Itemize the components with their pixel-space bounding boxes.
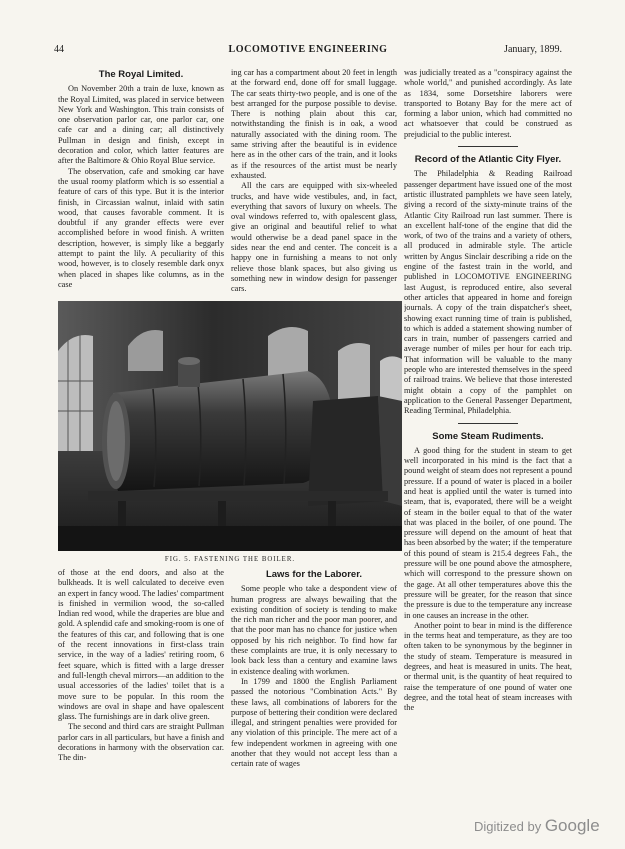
column-2-top (231, 68, 397, 298)
article-title-laws-laborer: Laws for the Laborer. (265, 569, 363, 580)
paragraph: Another point to bear in mind is the difference in the terms heat and temperature, as they are too often taken to be synonymous by the beginner in the study of steam. Temperature is measured in degrees, and heat is measured in units. The heat, or thermal unit, is the quantity of heat required to raise the temperature of one pound of water one degree, and the total heat of steam increases with the (404, 620, 572, 713)
column-2-bottom (231, 568, 397, 818)
paragraph: The second and third cars are straight Pullman parlor cars in all particulars, but have a finish and decorations in harmony with the observation car. The din- (58, 722, 224, 763)
paragraph: The observation, cafe and smoking car have the usual roomy platform which is so essential a feature of cars of this type. But it is the interior finish, in Circassian walnut, inlaid with satin wood, that causes favorable comment. It is doubtful if any grander effects were ever accomplished before in wood finish. A written description, however, is simply like a beggarly attempt to paint the lily. A peculiarity of this wood, however, is to closely resemble dark onyx when placed in shapes like columns, as in the case (58, 166, 224, 289)
journal-title: LOCOMOTIVE ENGINEERING (228, 44, 388, 55)
column-1-bottom (58, 568, 224, 818)
paragraph: was judicially treated as a "conspiracy against the whole world," and punished accordingly. As late as 1834, some Dorsetshire laborers were transported to Botany Bay for the mere act of forming a labor union, which had committed no act whatsoever that could be construed as prejudicial to the public interest. (404, 68, 572, 139)
article-title-atlantic-city: Record of the Atlantic City Flyer. (414, 154, 562, 166)
watermark-brand: Google (544, 816, 600, 835)
article-title-steam-rudiments: Some Steam Rudiments. (432, 430, 544, 442)
watermark-prefix: Digitized by (474, 819, 542, 834)
figure-caption: FIG. 5. FASTENING THE BOILER. (164, 556, 296, 563)
paragraph: Some people who take a despondent view of human progress are always bewailing that the existing condition of society is tending to make the rich man richer and the poor man poorer, and that the poor man has no chance for justice when opposed by his rich neighbor. To find how far these complaints are true, it is only necessary to look back less than a century and examine laws in existence dealing with workmen. (231, 584, 397, 676)
digitization-watermark (474, 816, 600, 836)
paragraph: The Philadelphia & Reading Railroad passenger department have issued one of the most artistic illustrated pamphlets we have seen lately, giving a record of the sixty-minute trains of the Atlantic City Railroad run last summer. There is an excellent half-tone of the engine that did the work, of two of the trains and a variety of others, all produced in admirable style. The article written by Angus Sinclair describing a ride on the engine of the fastest train in the world, and published in LOCOMOTIVE ENGINEERING last August, is reproduced entire, also several other articles that appeared in home and foreign journals. A copy of the train dispatcher's sheet, showing exact running time of train is published, to which is added a statement showing number of cars in train, number of passengers carried and average number of miles per hour for each trip. That information will be valuable to the many people who are interested themselves in the speed of railroad trains. We believe that those interested might obtain a copy of the pamphlet on application to the General Passenger Department, Reading Terminal, Philadelphia. (404, 169, 572, 416)
paragraph: All the cars are equipped with six-wheeled trucks, and have wide vestibules, and, in fact, everything that savors of luxury on wheels. The oval windows referred to, with opalescent glass, give an original and beautiful relief to what would otherwise be a dead panel space in the sides near the end and center. The conceit is a happy one in furnishing a means to not only relieve those blank spaces, but also giving us something new in window design for passenger cars. (231, 181, 397, 294)
section-divider (458, 423, 518, 424)
page-number: 44 (54, 44, 64, 55)
article-title-royal-limited: The Royal Limited. (98, 69, 184, 80)
firebox (308, 396, 402, 506)
section-divider (458, 146, 518, 147)
paragraph: ing car has a compartment about 20 feet in length at the forward end, done off for small luggage. The car seats thirty-two people, and is one of the best arranged for the purpose possible to devise. There is nothing plain about this car, notwithstanding the finish is in oak, a wood naturally associated with the dining room. The same striving after the beautiful is in evidence here as in the other cars of the train, and it looks as if the resources of the artist must be nearly exhausted. (231, 68, 397, 180)
column-1-top (58, 68, 224, 298)
paragraph: of those at the end doors, and also at the bulkheads. It is well calculated to deceive even an expert in fancy wood. The ladies' compartment is finished in vermilion wood, the so-called Indian red wood, while the draperies are blue and gold. A splendid cafe and smoking-room is one of the features of this car, and following that is one of the recent innovations in first-class train service, in the way of a ladies' retiring room, 6 feet square, which is fitted with a large dresser and full-length cheval mirrors—an addition to the usual accessories of the ladies' toilet that is a move sure to be popular. In this room the windows are oval in shape and have opalescent glass. The furnishings are in dark olive green. (58, 568, 224, 722)
column-3 (404, 68, 572, 818)
boiler-photo (58, 301, 402, 551)
running-header (54, 44, 562, 58)
paragraph: On November 20th a train de luxe, known as the Royal Limited, was placed in service between New York and Washington. This train consists of one observation parlor car, one parlor car, one cafe car and a dining car; all distinctively Pullman in design and finish, except in decoration and color, which latter features are after the Baltimore & Ohio Royal Blue service. (58, 84, 224, 166)
paragraph: A good thing for the student in steam to get well incorporated in his mind is the fact that a pound weight of steam does not represent a pound pressure. If a pound of water is placed in a boiler and heat is applied until the water is turned into steam, that is, evaporated, there will be a weight of steam in the boiler equal to that of the water that was placed in the boiler, of one pound. The pressure will depend on the amount of heat that has been absorbed by the water; if the temperature of this pound of steam is 215.4 degrees Fah., the pressure will be one pound above the atmosphere, which will correspond to the pressure shown on the gage. At all other temperatures above this the pressure will be greater, for the reason that since the pressure is due to the temperature any increase in one causes an increase in the other. (404, 445, 572, 620)
paragraph: In 1799 and 1800 the English Parliament passed the notorious "Combination Acts." By these laws, all combinations of laborers for the purpose of bettering their condition were declared illegal, and stringent penalties were provided for any violation of this principle. The mere act of a few independent workmen in agreeing with one another that they would not accept less than a certain rate of wages (231, 676, 397, 769)
issue-date: January, 1899. (504, 44, 562, 55)
